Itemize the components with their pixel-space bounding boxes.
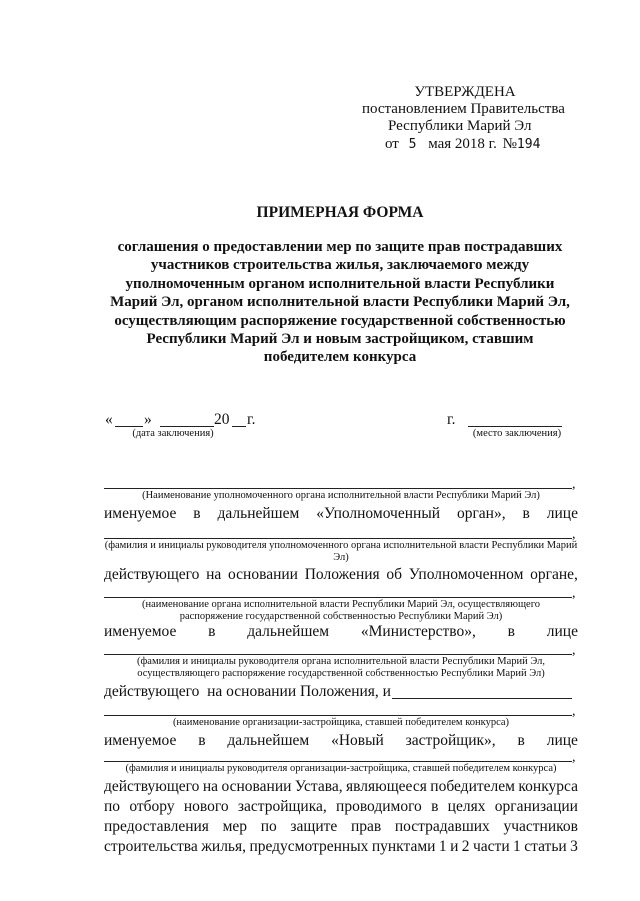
row-word: основании bbox=[221, 778, 292, 795]
row-word: Положения bbox=[304, 566, 380, 583]
row-word: и bbox=[450, 838, 459, 855]
row-word: участников bbox=[503, 818, 578, 835]
row-word: лице bbox=[546, 505, 578, 522]
row-word: нового bbox=[183, 798, 229, 815]
subtitle-line: Марий Эл, органом исполнительной власти Республики Марий Эл, bbox=[110, 294, 570, 311]
paragraph-line bbox=[104, 837, 578, 856]
row-word: действующего bbox=[104, 778, 200, 795]
ministry-head-field[interactable] bbox=[104, 654, 572, 655]
authorized-body-field[interactable] bbox=[104, 488, 572, 489]
paragraph-line bbox=[104, 817, 578, 836]
row-word: по bbox=[260, 818, 277, 835]
row-word: об bbox=[386, 566, 403, 583]
date-close-quote: » bbox=[144, 411, 152, 428]
row-word: именуемое bbox=[104, 623, 177, 640]
row-word: пунктами bbox=[371, 838, 436, 855]
row-word: «Министерство», bbox=[360, 623, 476, 640]
approval-date bbox=[385, 136, 540, 153]
approval-line-2: Республики Марий Эл bbox=[388, 118, 532, 134]
approval-line-1: постановлением Правительства bbox=[362, 101, 565, 117]
row-word: застройщика, bbox=[237, 798, 327, 815]
row-word: части bbox=[472, 838, 510, 855]
approval-day: 5 bbox=[408, 137, 417, 152]
subtitle-line: победителем конкурса bbox=[263, 349, 417, 366]
paragraph-line bbox=[104, 797, 578, 816]
row-word: предусмотренных bbox=[249, 838, 369, 855]
place-prefix: г. bbox=[447, 411, 456, 428]
row-word: отбору bbox=[129, 798, 175, 815]
row-word: строительства bbox=[104, 838, 198, 855]
row-word: «Новый bbox=[331, 732, 384, 749]
ministry-row bbox=[104, 622, 578, 641]
row-word: защите bbox=[290, 818, 338, 835]
row-word: «Уполномоченный bbox=[316, 505, 441, 522]
comma: , bbox=[572, 527, 576, 542]
row-word: статьи bbox=[524, 838, 567, 855]
row-word: жилья, bbox=[201, 838, 246, 855]
place-field[interactable] bbox=[468, 426, 562, 427]
row-word: в bbox=[208, 623, 216, 640]
approval-number-label: № bbox=[502, 136, 517, 152]
row-word: конкурса bbox=[518, 778, 578, 795]
subtitle-line: соглашения о предоставлении мер по защите прав пострадавших bbox=[117, 239, 563, 255]
row-word: именуемое bbox=[104, 505, 177, 522]
subtitle-line: уполномоченным органом исполнительной власти Республики bbox=[125, 275, 555, 292]
row-word: именуемое bbox=[104, 732, 177, 749]
row-word: застройщик», bbox=[405, 732, 496, 749]
developer-head-caption: (фамилия и инициалы руководителя организации-застройщика, ставшей победителем конкурса) bbox=[125, 763, 557, 774]
row-word: в bbox=[198, 732, 206, 749]
row-word: победителем bbox=[430, 778, 515, 795]
row-word: мер bbox=[222, 818, 248, 835]
developer-name-field-start[interactable] bbox=[392, 698, 572, 699]
developer-caption: (наименование организации-застройщика, ставшей победителем конкурса) bbox=[172, 717, 510, 728]
date-year-unit: г. bbox=[247, 411, 256, 428]
authorized-basis-row bbox=[104, 565, 578, 584]
date-open-quote: « bbox=[105, 411, 113, 428]
row-word: дальнейшем bbox=[227, 732, 310, 749]
row-word: 1 bbox=[438, 838, 447, 855]
row-word: дальнейшем bbox=[217, 505, 300, 522]
date-day-field[interactable] bbox=[115, 426, 143, 427]
row-word: на bbox=[202, 778, 219, 795]
row-word: 1 bbox=[513, 838, 521, 855]
row-word: по bbox=[104, 798, 121, 815]
row-word: 2 bbox=[461, 838, 470, 855]
developer-head-field[interactable] bbox=[104, 761, 572, 762]
ministry-field[interactable] bbox=[104, 597, 572, 598]
ministry-head-caption: (фамилия и инициалы руководителя органа исполнительной власти Республики Марий Эл, осуществляющего распоряжение государственной собственностью Республики Марий Эл) bbox=[137, 656, 545, 679]
row-word: 3 bbox=[570, 838, 578, 855]
row-word: в bbox=[507, 623, 515, 640]
ministry-caption: (наименование органа исполнительной власти Республики Марий Эл, осуществляющего распоряжение государственной собственностью Республики Марий Эл) bbox=[141, 599, 541, 622]
date-month-field[interactable] bbox=[160, 426, 214, 427]
paragraph-line bbox=[104, 777, 578, 796]
row-word: на bbox=[206, 566, 222, 583]
subtitle-line: осуществляющим распоряжение государственной собственностью bbox=[114, 312, 566, 329]
date-year-field[interactable] bbox=[232, 426, 246, 427]
row-word: в bbox=[522, 505, 530, 522]
row-word: лице bbox=[546, 732, 578, 749]
row-word: Уполномоченном bbox=[408, 566, 524, 583]
row-word: являющееся bbox=[346, 778, 427, 795]
row-word: целях bbox=[447, 798, 486, 815]
approval-date-prefix: от bbox=[385, 136, 399, 152]
row-word: лице bbox=[546, 623, 578, 640]
authorized-head-field[interactable] bbox=[104, 538, 572, 539]
subtitle-line: Республики Марий Эл и новым застройщиком, ставшим bbox=[146, 331, 534, 348]
comma: , bbox=[572, 643, 576, 658]
ministry-basis-row: действующего на основании Положения, и bbox=[104, 683, 391, 700]
authorized-body-caption: (Наименование уполномоченного органа исполнительной власти Республики Марий Эл) bbox=[142, 490, 540, 501]
row-word: предоставления bbox=[104, 818, 209, 835]
date-year-prefix: 20 bbox=[214, 411, 230, 428]
comma: , bbox=[572, 750, 576, 765]
row-word: пострадавших bbox=[394, 818, 490, 835]
row-word: в bbox=[431, 798, 439, 815]
place-caption: (место заключения) bbox=[472, 428, 562, 439]
approval-title: УТВЕРЖДЕНА bbox=[414, 84, 516, 100]
row-word: в bbox=[193, 505, 201, 522]
authorized-head-caption: (фамилия и инициалы руководителя уполномоченного органа исполнительной власти Республики Марий Эл) bbox=[104, 540, 578, 563]
row-word: действующего bbox=[104, 566, 200, 583]
row-word: Устава, bbox=[294, 778, 343, 795]
row-word: проводимого bbox=[336, 798, 422, 815]
comma: , bbox=[572, 704, 576, 719]
row-word: основании bbox=[228, 566, 298, 583]
developer-field[interactable] bbox=[104, 715, 572, 716]
row-word: организации bbox=[494, 798, 578, 815]
row-word: прав bbox=[350, 818, 382, 835]
row-word: органе, bbox=[530, 566, 578, 583]
subtitle-line: участников строительства жилья, заключаемого между bbox=[150, 257, 530, 274]
authorized-row bbox=[104, 504, 578, 523]
developer-row bbox=[104, 731, 578, 750]
comma: , bbox=[572, 586, 576, 601]
row-word: в bbox=[517, 732, 525, 749]
row-word: орган», bbox=[456, 505, 506, 522]
date-caption: (дата заключения) bbox=[132, 428, 214, 439]
row-word: дальнейшем bbox=[247, 623, 330, 640]
approval-number: 194 bbox=[516, 137, 541, 152]
approval-month-year: мая 2018 г. bbox=[428, 136, 497, 152]
form-subtitle bbox=[80, 238, 600, 367]
form-title: ПРИМЕРНАЯ ФОРМА bbox=[256, 204, 424, 221]
comma: , bbox=[572, 477, 576, 492]
